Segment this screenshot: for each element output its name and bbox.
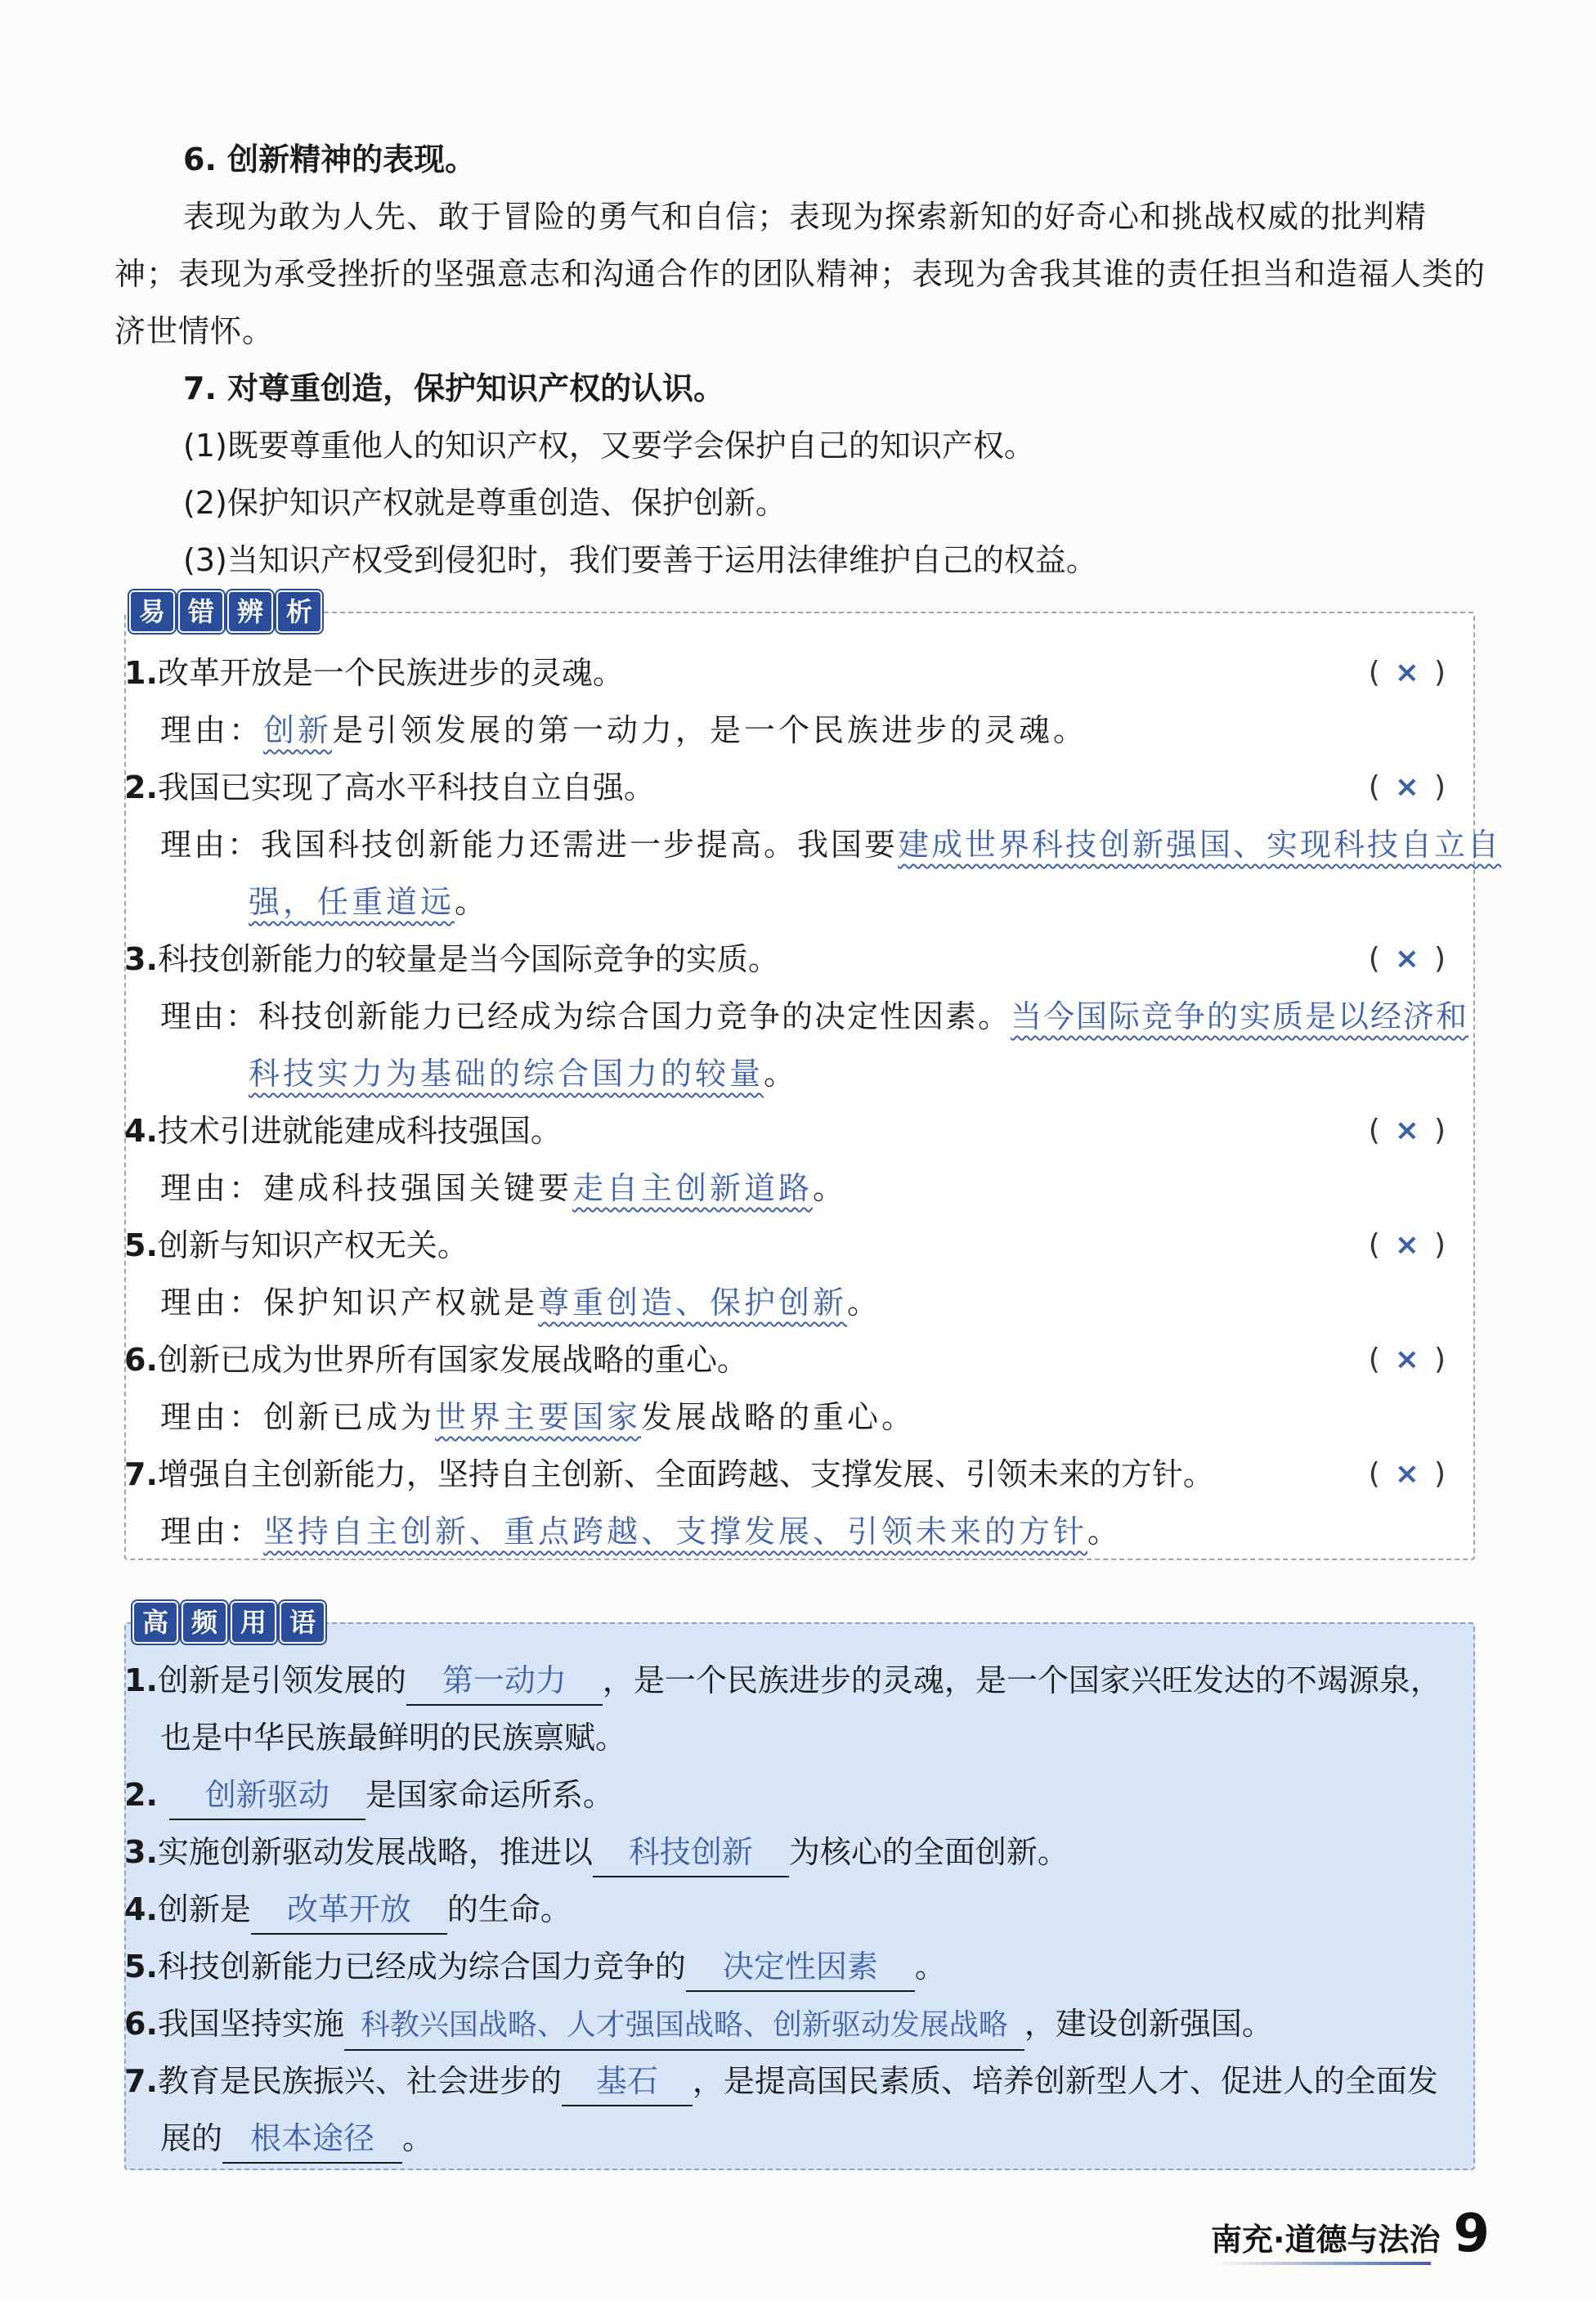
answer-mark (1369, 931, 1460, 988)
question-text: 创新与知识产权无关。 (157, 1227, 468, 1263)
paren-open: ( (1368, 656, 1395, 689)
tag-char: 高 (132, 1601, 178, 1644)
question-line (124, 1102, 1472, 1159)
phrase-text: ，是提高国民素质、培养创新型人才、促进人的全面发 (692, 2063, 1438, 2099)
reason-continuation: 科技实力为基础的综合国力的较量。 (249, 1056, 799, 1092)
answer-mark (1369, 1102, 1460, 1159)
reason-label: 理由： (160, 1170, 264, 1206)
common-phrases-tag (132, 1601, 325, 1644)
question-text: 改革开放是一个民族进步的灵魂。 (157, 655, 624, 691)
answer-mark (1369, 1217, 1460, 1274)
fill-blank-answer: 决定性因素 (686, 1943, 915, 1992)
phrase-number: 2. (124, 1777, 158, 1813)
paren-open: ( (1368, 942, 1395, 976)
phrase-number: 4. (124, 1891, 158, 1927)
phrase-text: 为核心的全面创新。 (788, 1834, 1069, 1870)
question-text: 我国已实现了高水平科技自立自强。 (157, 769, 655, 805)
reason-text: 。 (847, 1285, 882, 1321)
question-number: 5. (124, 1227, 158, 1263)
phrase-number: 6. (124, 2006, 158, 2042)
cross-mark-icon: × (1394, 1343, 1419, 1376)
paren-open: ( (1368, 1457, 1395, 1491)
reason-text: 创新已成为 (263, 1399, 436, 1435)
phrase-text: 。 (914, 1949, 946, 1985)
phrase-number: 1. (124, 1662, 158, 1698)
reason-text: 我国科技创新能力还需进一步提高。我国要 (261, 827, 899, 863)
reason-label: 理由： (160, 1514, 264, 1550)
heading-6: 6. 创新精神的表现。 (183, 141, 477, 177)
phrase-text: 是国家命运所系。 (365, 1777, 614, 1813)
page-number: 9 (1453, 2204, 1490, 2264)
reason-line (124, 1274, 1472, 1331)
tag-char: 语 (280, 1601, 325, 1644)
tag-char: 易 (129, 590, 175, 633)
phrase-text: 也是中华民族最鲜明的民族禀赋。 (160, 1720, 627, 1756)
paren-close: ) (1433, 656, 1460, 689)
reason-text: 是引领发展的第一动力，是一个民族进步的灵魂。 (332, 712, 1088, 748)
question-text: 增强自主创新能力，坚持自主创新、全面跨越、支撑发展、引领未来的方针。 (157, 1456, 1214, 1492)
reason-continuation: 强，任重道远。 (249, 884, 490, 920)
phrase-line (124, 1995, 1472, 2052)
question-number: 6. (124, 1342, 158, 1378)
phrase-text: 教育是民族振兴、社会进步的 (157, 2063, 562, 2099)
handwritten-answer: 当今国际竞争的实质是以经济和 (1011, 998, 1469, 1034)
paren-close: ) (1433, 942, 1460, 976)
tag-char: 辨 (227, 590, 273, 633)
paren-close: ) (1433, 770, 1460, 804)
question-line (124, 1446, 1472, 1503)
item-7-3: (3)当知识产权受到侵犯时，我们要善于运用法律维护自己的权益。 (183, 542, 1097, 578)
phrase-text: 创新是 (157, 1891, 251, 1927)
error-analysis-list (124, 644, 1502, 1560)
cross-mark-icon: × (1394, 770, 1419, 804)
cross-mark-icon: × (1394, 942, 1419, 976)
handwritten-answer: 坚持自主创新、重点跨越、支撑发展、引领未来的方针 (263, 1514, 1088, 1550)
reason-label: 理由： (160, 1399, 264, 1435)
fill-blank-answer: 基石 (562, 2057, 693, 2106)
answer-mark (1369, 1446, 1460, 1503)
handwritten-answer: 世界主要国家 (435, 1399, 642, 1435)
reason-line (124, 1503, 1472, 1560)
handwritten-answer: 走自主创新道路 (572, 1170, 814, 1206)
item-7-1: (1)既要尊重他人的知识产权，又要学会保护自己的知识产权。 (183, 428, 1035, 464)
reason-text: 保护知识产权就是 (263, 1285, 539, 1321)
question-number: 7. (124, 1456, 158, 1492)
common-phrases-list (124, 1652, 1472, 2167)
paren-close: ) (1433, 1457, 1460, 1491)
phrase-text: 科技创新能力已经成为综合国力竞争的 (157, 1949, 686, 1985)
question-text: 技术引进就能建成科技强国。 (157, 1113, 562, 1149)
reason-text: 发展战略的重心。 (641, 1399, 917, 1435)
reason-label: 理由： (160, 712, 264, 748)
question-number: 3. (124, 941, 158, 977)
reason-text: 科技创新能力已经成为综合国力竞争的决定性因素。 (258, 998, 1011, 1034)
cross-mark-icon: × (1394, 1457, 1419, 1491)
fill-blank-answer: 科技创新 (593, 1828, 789, 1877)
phrase-line (124, 1881, 1472, 1938)
reason-label: 理由： (160, 1285, 264, 1321)
reason-line (124, 702, 1472, 759)
paren-open: ( (1368, 1228, 1395, 1262)
handwritten-answer: 创新 (263, 712, 333, 748)
question-line (124, 1331, 1472, 1388)
reason-line (124, 988, 1472, 1045)
tag-char: 析 (276, 590, 322, 633)
reason-text: 。 (813, 1170, 848, 1206)
phrase-text: 展的 (160, 2120, 223, 2156)
fill-blank-answer: 科教兴国战略、人才强国战略、创新驱动发展战略 (344, 2002, 1024, 2051)
question-number: 4. (124, 1113, 158, 1149)
reason-line (124, 816, 1502, 873)
answer-mark (1369, 1331, 1460, 1388)
error-analysis-tag (129, 590, 322, 633)
question-line (124, 644, 1472, 702)
phrase-line (124, 1652, 1472, 1709)
paren-close: ) (1433, 1114, 1460, 1147)
phrase-line (124, 1766, 1472, 1823)
phrase-line (124, 1938, 1472, 1995)
paren-open: ( (1368, 770, 1395, 804)
reason-line (124, 1159, 1472, 1217)
tag-char: 频 (182, 1601, 227, 1644)
answer-mark (1369, 759, 1460, 816)
paren-close: ) (1433, 1228, 1460, 1262)
reason-text: 建成科技强国关键要 (263, 1170, 573, 1206)
question-number: 2. (124, 769, 158, 805)
cross-mark-icon: × (1394, 1228, 1419, 1262)
handwritten-answer: 强，任重道远 (249, 884, 455, 920)
footer-text: 南充·道德与法治 (1211, 2222, 1441, 2258)
handwritten-answer: 尊重创造、保护创新 (538, 1285, 848, 1321)
tag-char: 用 (231, 1601, 276, 1644)
phrase-continuation (124, 2110, 1472, 2167)
phrase-text: 创新是引领发展的 (157, 1662, 406, 1698)
fill-blank-answer: 根本途径 (222, 2115, 402, 2164)
handwritten-answer: 科技实力为基础的综合国力的较量 (249, 1056, 764, 1092)
footer-underline (1211, 2262, 1431, 2265)
phrase-text: 实施创新驱动发展战略，推进以 (157, 1834, 593, 1870)
question-text: 创新已成为世界所有国家发展战略的重心。 (157, 1342, 748, 1378)
phrase-text: 我国坚持实施 (157, 2006, 344, 2042)
fill-blank-answer: 创新驱动 (169, 1771, 365, 1820)
phrase-text: ，建设创新强国。 (1024, 2006, 1273, 2042)
cross-mark-icon: × (1394, 1114, 1419, 1147)
paren-open: ( (1368, 1114, 1395, 1147)
question-text: 科技创新能力的较量是当今国际竞争的实质。 (157, 941, 779, 977)
page-footer (1211, 2204, 1490, 2264)
phrase-text: 。 (402, 2120, 434, 2156)
phrase-text: 的生命。 (446, 1891, 572, 1927)
question-line (124, 759, 1472, 816)
phrase-number: 5. (124, 1949, 158, 1985)
phrase-text: ，是一个民族进步的灵魂，是一个国家兴旺发达的不竭源泉， (602, 1662, 1441, 1698)
reason-label: 理由： (160, 998, 259, 1034)
phrase-line (124, 2052, 1472, 2110)
paren-open: ( (1368, 1343, 1395, 1376)
question-line (124, 1217, 1472, 1274)
phrase-line (124, 1823, 1472, 1881)
item-7-2: (2)保护知识产权就是尊重创造、保护创新。 (183, 485, 787, 521)
reason-text: 。 (1087, 1514, 1123, 1550)
question-number: 1. (124, 655, 158, 691)
reason-line (124, 1388, 1472, 1446)
question-line (124, 931, 1472, 988)
phrase-continuation (124, 1709, 1472, 1766)
paren-close: ) (1433, 1343, 1460, 1376)
handwritten-answer: 建成世界科技创新强国、实现科技自立自 (898, 827, 1502, 863)
phrase-number: 3. (124, 1834, 158, 1870)
fill-blank-answer: 改革开放 (251, 1886, 447, 1935)
intro-section (114, 131, 1488, 589)
paragraph-6: 表现为敢为人先、敢于冒险的勇气和自信；表现为探索新知的好奇心和挑战权威的批判精神；表现为承受挫折的坚强意志和沟通合作的团队精神；表现为舍我其谁的责任担当和造福人类的济世情怀。 (114, 199, 1486, 349)
answer-mark (1369, 644, 1460, 702)
reason-label: 理由： (160, 827, 262, 863)
tag-char: 错 (178, 590, 224, 633)
phrase-number: 7. (124, 2063, 158, 2099)
heading-7: 7. 对尊重创造，保护知识产权的认识。 (183, 370, 725, 406)
fill-blank-answer: 第一动力 (406, 1657, 603, 1706)
cross-mark-icon: × (1394, 656, 1419, 689)
